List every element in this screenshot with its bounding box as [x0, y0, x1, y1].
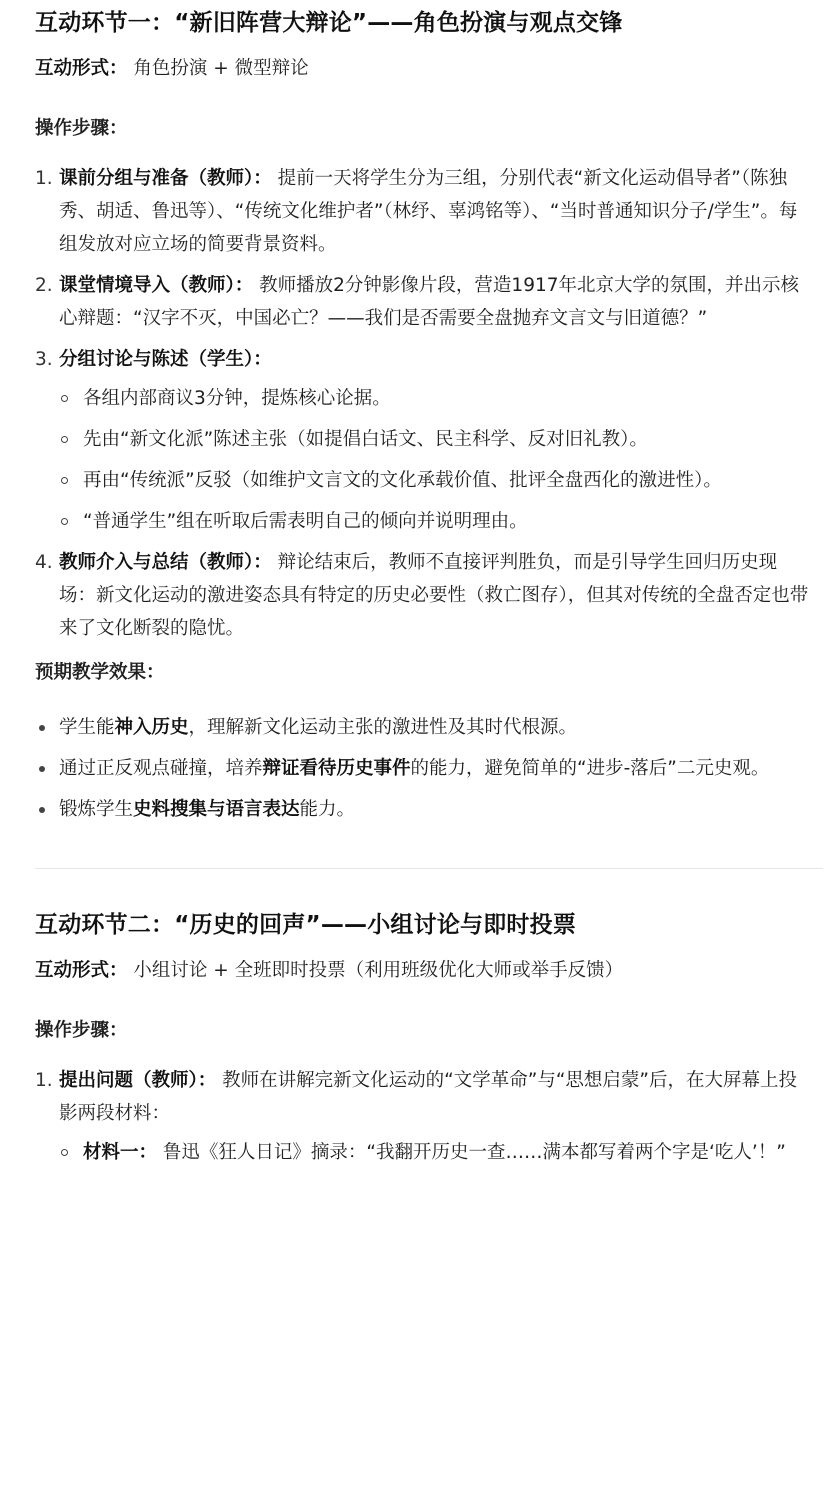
section1-title: 互动环节一：“新旧阵营大辩论”——角色扮演与观点交锋 [35, 10, 623, 36]
step-item [35, 343, 809, 538]
step-item [35, 269, 809, 335]
effect-text-pre: 通过正反观点碰撞，培养 [59, 758, 263, 779]
step-item [35, 162, 809, 261]
section1-steps-heading: 操作步骤： [35, 118, 128, 139]
sub-item-text: 再由“传统派”反驳（如维护文言文的文化承载价值、批评全盘西化的激进性）。 [83, 470, 722, 491]
step-number: 1. [35, 1070, 53, 1091]
section2-steps-heading: 操作步骤： [35, 1020, 128, 1041]
section2-steps-list [35, 1064, 809, 1169]
section2-form-value: 小组讨论 + 全班即时投票（利用班级优化大师或举手反馈） [133, 960, 624, 981]
step-text: 提前一天将学生分为三组，分别代表“新文化运动倡导者”（陈独秀、胡适、鲁迅等）、“传统文化维护者”（林纾、辜鸿铭等）、“当时普通知识分子/学生”。每组发放对应立场的简要背景资料。 [59, 168, 798, 255]
step-item [35, 546, 809, 645]
effect-item [35, 752, 809, 785]
section1-form-line [35, 55, 809, 115]
effect-text-pre: 学生能 [59, 717, 115, 738]
section1-effects-list [35, 711, 809, 826]
sub-item [59, 423, 809, 456]
sub-item [59, 382, 809, 415]
hollow-bullet-icon [61, 518, 68, 525]
sub-item-text: 先由“新文化派”陈述主张（如提倡白话文、民主科学、反对旧礼教）。 [83, 429, 648, 450]
section1-form-label: 互动形式： [35, 58, 128, 79]
effect-text-post: 能力。 [299, 799, 356, 820]
bullet-dot-icon [39, 766, 45, 772]
step-sublist [59, 1136, 809, 1169]
effect-text-post: 的能力，避免简单的“进步-落后”二元史观。 [410, 758, 770, 779]
step-number: 2. [35, 275, 53, 296]
sub-item-text: 鲁迅《狂人日记》摘录：“我翻开历史一查……满本都写着两个字是‘吃人’！” [162, 1142, 786, 1163]
hollow-bullet-icon [61, 1149, 68, 1156]
section1-effects-heading: 预期教学效果： [35, 662, 165, 683]
effect-text-post: ，理解新文化运动主张的激进性及其时代根源。 [188, 717, 578, 738]
step-number: 1. [35, 168, 53, 189]
sub-item-label: 材料一： [83, 1142, 158, 1163]
step-text: 教师在讲解完新文化运动的“文学革命”与“思想启蒙”后，在大屏幕上投影两段材料： [59, 1070, 797, 1124]
hollow-bullet-icon [61, 477, 68, 484]
section1-steps-list [35, 162, 809, 645]
effect-text-bold: 史料搜集与语言表达 [133, 799, 300, 820]
sub-item [59, 1136, 809, 1169]
section1-form-value: 角色扮演 + 微型辩论 [133, 58, 309, 79]
bullet-dot-icon [39, 725, 45, 731]
step-label: 分组讨论与陈述（学生）： [59, 349, 272, 370]
section2-title: 互动环节二：“历史的回声”——小组讨论与即时投票 [35, 912, 577, 938]
sub-item [59, 505, 809, 538]
effect-text-bold: 神入历史 [114, 717, 189, 738]
step-sublist [59, 382, 809, 538]
section2-form-label: 互动形式： [35, 960, 128, 981]
effect-item [35, 793, 809, 826]
step-label: 教师介入与总结（教师）： [59, 552, 272, 573]
effect-item [35, 711, 809, 744]
effect-text-pre: 锻炼学生 [59, 799, 134, 820]
sub-item-text: 各组内部商议3分钟，提炼核心论据。 [83, 388, 391, 409]
step-label: 课堂情境导入（教师）： [59, 275, 254, 296]
section2-form-line [35, 957, 809, 1017]
effect-text-bold: 辩证看待历史事件 [262, 758, 411, 779]
bullet-dot-icon [39, 807, 45, 813]
step-number: 3. [35, 349, 53, 370]
step-text: 教师播放2分钟影像片段，营造1917年北京大学的氛围，并出示核心辩题：“汉字不灭，中国必亡？——我们是否需要全盘抛弃文言文与旧道德？” [59, 275, 800, 329]
step-number: 4. [35, 552, 53, 573]
step-item [35, 1064, 809, 1169]
step-label: 提出问题（教师）： [59, 1070, 217, 1091]
step-label: 课前分组与准备（教师）： [59, 168, 272, 189]
step-text: 辩论结束后，教师不直接评判胜负，而是引导学生回归历史现场：新文化运动的激进姿态具有特定的历史必要性（救亡图存），但其对传统的全盘否定也带来了文化断裂的隐忧。 [59, 552, 809, 639]
sub-item [59, 464, 809, 497]
hollow-bullet-icon [61, 395, 68, 402]
sub-item-text: “普通学生”组在听取后需表明自己的倾向并说明理由。 [83, 511, 528, 532]
hollow-bullet-icon [61, 436, 68, 443]
